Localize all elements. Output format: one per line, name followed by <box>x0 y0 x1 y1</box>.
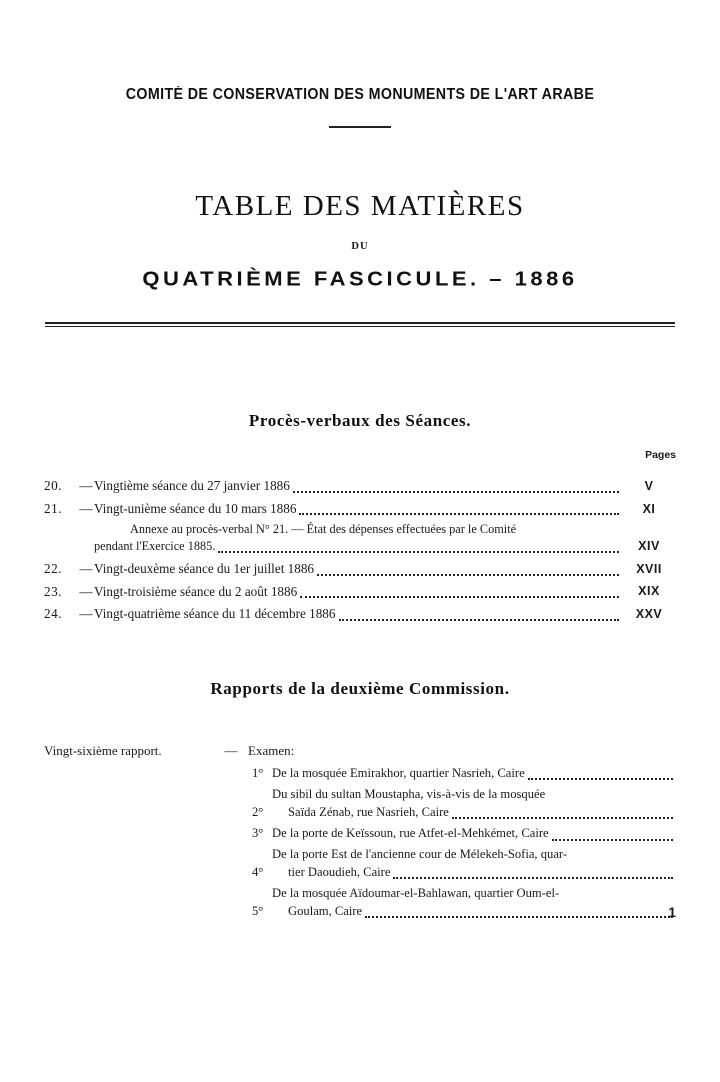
report-item-text: De la porte de Keïssoun, rue Atfet-el-Mehkémet, Caire <box>272 826 549 841</box>
toc-entry-page: XIX <box>638 584 660 599</box>
report-item-marker: 2° <box>252 804 264 819</box>
report-label: Examen: <box>248 742 295 758</box>
toc-entry-text: Vingt-deuxème séance du 1er juillet 1886 <box>94 560 315 576</box>
toc-entry-number: 23. <box>44 583 62 599</box>
report-item-text: De la mosquée Emirakhor, quartier Nasrieh, Caire <box>272 765 525 780</box>
toc-entry-dash: — <box>79 478 93 493</box>
dot-leader <box>365 907 673 918</box>
double-rule-divider <box>45 322 675 327</box>
report-item-marker: 4° <box>252 864 264 879</box>
report-item-marker: 3° <box>252 826 264 841</box>
report-item[interactable] <box>252 786 676 821</box>
toc-entry-page: XXV <box>635 607 663 622</box>
report-item-text: De la mosquée Aïdoumar-el-Bahlawan, quartier Oum-el- <box>272 886 560 901</box>
toc-entry-page: XVII <box>636 561 662 576</box>
toc-entry[interactable] <box>44 605 676 623</box>
toc-entry-page: XI <box>642 501 656 516</box>
title-preposition: DU <box>351 241 369 252</box>
report-item-marker: 5° <box>252 903 264 918</box>
report-item[interactable] <box>252 846 676 881</box>
dot-leader <box>393 868 673 879</box>
toc-entry[interactable] <box>44 500 676 518</box>
toc-entry-dash: — <box>79 560 93 576</box>
report-block <box>0 743 720 920</box>
short-rule-divider <box>329 126 391 128</box>
toc-proces-verbaux <box>0 477 720 623</box>
toc-annex-line-2: pendant l'Exercice 1885. <box>94 539 216 554</box>
report-item-list <box>44 765 676 920</box>
toc-entry[interactable] <box>44 477 676 495</box>
toc-entry-number: 22. <box>44 560 62 576</box>
dot-leader <box>452 808 673 819</box>
running-head: COMITÉ DE CONSERVATION DES MONUMENTS DE L'ART ARABE <box>125 86 595 103</box>
dot-leader <box>218 542 619 553</box>
report-item-marker: 1° <box>252 765 264 780</box>
report-name: Vingt-sixième rapport. <box>44 742 162 758</box>
toc-annex-line-1: Annexe au procès-verbal N° 21. — État des dépenses effectuées par le Comité <box>130 522 517 537</box>
toc-entry-text: Vingt-quatrième séance du 11 décembre 1886 <box>94 606 336 622</box>
toc-entry[interactable] <box>44 560 676 578</box>
report-item-text-cont: tier Daoudieh, Caire <box>288 864 391 879</box>
toc-entry-dash: — <box>79 606 93 622</box>
toc-entry-text: Vingt-troisième séance du 2 août 1886 <box>94 583 298 599</box>
toc-entry-text: Vingtième séance du 27 janvier 1886 <box>94 478 290 493</box>
toc-entry-dash: — <box>79 583 93 599</box>
report-item-text-cont: Saïda Zénab, rue Nasrieh, Caire <box>288 804 449 819</box>
toc-entry[interactable] <box>44 583 676 601</box>
dot-leader <box>293 481 619 493</box>
toc-entry-number: 20. <box>44 478 62 493</box>
dot-leader <box>317 564 619 576</box>
report-heading[interactable] <box>44 743 676 759</box>
report-item[interactable] <box>252 825 676 842</box>
section-title-rapports: Rapports de la deuxième Commission. <box>210 678 510 698</box>
toc-annex-page: XIV <box>638 538 660 553</box>
report-item-text: Du sibil du sultan Moustapha, vis-à-vis de la mosquée <box>272 787 546 802</box>
dot-leader <box>528 769 673 780</box>
toc-entry-text: Vingt-unième séance du 10 mars 1886 <box>94 500 297 516</box>
toc-entry-number: 21. <box>44 500 62 516</box>
pages-column-label: Pages <box>645 449 676 461</box>
report-dash: — <box>224 742 238 758</box>
toc-entry-dash: — <box>79 500 93 516</box>
report-item-text: De la porte Est de l'ancienne cour de Mélekeh-Sofia, quar- <box>272 847 568 862</box>
section-title-proces-verbaux: Procès-verbaux des Séances. <box>248 411 472 430</box>
report-item-text-cont: Goulam, Caire <box>288 903 363 918</box>
toc-entry-page: V <box>644 478 654 493</box>
report-item[interactable] <box>252 765 676 782</box>
report-item[interactable] <box>252 885 676 920</box>
report-final-page-number: 1 <box>668 903 676 920</box>
dot-leader <box>300 587 619 599</box>
dot-leader <box>552 829 673 840</box>
page-title: TABLE DES MATIÈRES <box>195 190 525 222</box>
fascicule-subtitle: QUATRIÈME FASCICULE. – 1886 <box>142 267 578 291</box>
toc-entry-number: 24. <box>44 606 62 622</box>
dot-leader <box>339 609 620 621</box>
toc-annex-entry[interactable] <box>44 521 676 554</box>
dot-leader <box>299 504 619 516</box>
